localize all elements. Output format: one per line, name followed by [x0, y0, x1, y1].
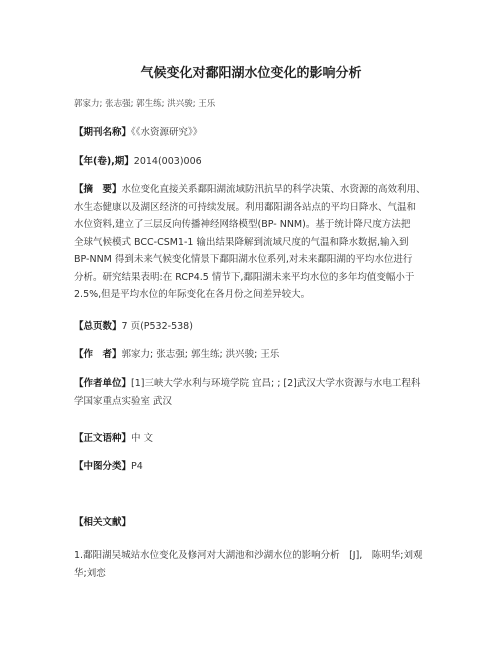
classification-label: 【中图分类】 [74, 461, 132, 472]
pages-field [74, 318, 434, 336]
affiliation-label: 【作者单位】 [74, 378, 132, 389]
references-heading [74, 514, 434, 532]
pages-value: 7 页(P532-538) [121, 321, 193, 332]
journal-field [74, 124, 434, 142]
language-label: 【正文语种】 [74, 433, 132, 444]
pages-label: 【总页数】 [74, 321, 122, 332]
abstract-line: 全球气候模式 BCC-CSM1-1 输出结果降解到流域尺度的气温和降水数据,输入到 [74, 236, 409, 248]
abstract-line: 2.5%,但是平均水位的年际变化在各月份之间差异较大。 [74, 289, 311, 300]
paper-title: 气候变化对鄱阳湖水位变化的影响分析 [140, 66, 362, 81]
classification-value: P4 [131, 461, 143, 472]
journal-value: 《《水资源研究》》 [131, 127, 203, 138]
year-field [74, 153, 434, 171]
language-field [74, 430, 434, 448]
year-label: 【年(卷),期】 [74, 156, 134, 167]
affiliation-value-line1: [1]三峡大学水利与环境学院 宜昌; ; [2]武汉大学水资源与水电工程科 [131, 378, 421, 389]
reference-line1: 1.鄱阳湖吴城站水位变化及修河对大湖池和沙湖水位的影响分析 [J], 陈明华;刘观 [74, 550, 423, 561]
reference-line2: 华;刘恋 [74, 567, 106, 579]
author-value: 郭家力; 张志强; 郭生练; 洪兴骏; 王乐 [121, 349, 280, 360]
classification-field [74, 458, 434, 476]
author-label: 【作 者】 [74, 349, 122, 360]
references-label: 【相关文献】 [74, 517, 132, 528]
abstract-label: 【摘 要】 [74, 184, 122, 195]
author-line: 郭家力; 张志强; 郭生练; 洪兴骏; 王乐 [74, 99, 216, 109]
abstract-field [74, 181, 434, 304]
language-value: 中 文 [131, 433, 154, 444]
author-field [74, 346, 434, 364]
journal-label: 【期刊名称】 [74, 127, 132, 138]
affiliation-value-line2: 学国家重点实验室 武汉 [74, 395, 173, 407]
abstract-line: 分析。研究结果表明:在 RCP4.5 情节下,鄱阳湖未来平均水位的多年均值变幅小于 [74, 271, 415, 283]
abstract-line: 【摘 要】水位变化直接关系鄱阳湖流域防汛抗旱的科学决策、水资源的高效利用、 [74, 184, 426, 195]
abstract-line: 水位资料,建立了三层反向传播神经网络模型(BP- NNM)。基于统计降尺度方法把 [74, 219, 411, 230]
year-value: 2014(003)006 [133, 156, 202, 167]
abstract-line: BP-NNM 得到未来气候变化情景下鄱阳湖水位系列,对未来鄱阳湖的平均水位进行 [74, 254, 413, 265]
abstract-line: 水生态健康以及湖区经济的可持续发展。利用鄱阳湖各站点的平均日降水、气温和 [74, 201, 417, 213]
reference-item[interactable] [74, 547, 434, 582]
affiliation-field [74, 375, 434, 410]
